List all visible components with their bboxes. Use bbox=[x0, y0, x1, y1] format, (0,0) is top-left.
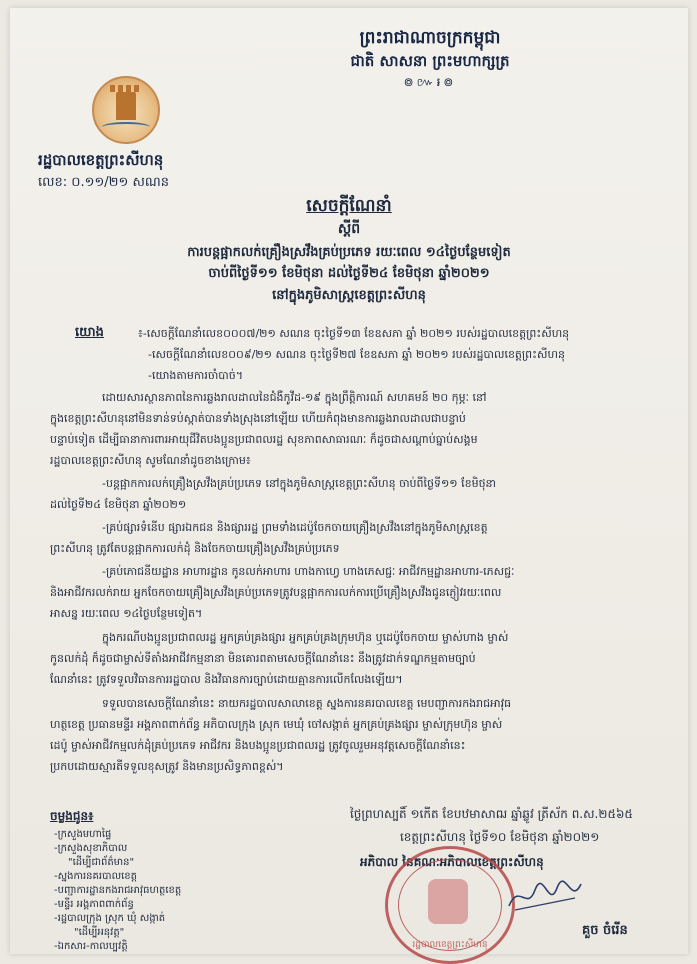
reference-item: -សេចក្តីណែនាំលេខ០០៩/២១ សណន ចុះថ្ងៃទី២៧ ខែឧសភា ឆ្នាំ ២០២១ របស់រដ្ឋបាលខេត្តព្រះសីហនុ bbox=[148, 348, 565, 361]
body-line: និងអាជីវករលក់រាយ អ្នកចែកចាយគ្រឿងស្រវឹងគ្រប់ប្រភេទត្រូវបន្តផ្អាកការលក់ការប្រើគ្រឿងស្រវឹងជូនភ្ញៀវរយៈពេល bbox=[50, 586, 502, 599]
cc-item: "ដើម្បីអនុវត្ត" bbox=[74, 927, 125, 938]
cc-label: ចម្លងជូន៖ bbox=[50, 809, 94, 823]
body-line: ដោយសារស្ថានភាពនៃការឆ្លងរាលដាលនៃជំងឺកូវីដ-១៩ ក្នុងព្រឹត្តិការណ៍ សហគមន៍ ២០ កុម្ភៈ នៅ bbox=[102, 391, 487, 404]
title-location: នៅក្នុងភូមិសាស្ត្រខេត្តព្រះសីហនុ bbox=[272, 288, 426, 303]
signatory-title: អភិបាល នៃគណៈអភិបាលខេត្តព្រះសីហនុ bbox=[360, 855, 544, 869]
body-line: រដ្ឋបាលខេត្តព្រះសីហនុ សូមណែនាំដូចខាងក្រោម៖ bbox=[50, 454, 251, 467]
title-period: ចាប់ពីថ្ងៃទី១១ ខែមិថុនា ដល់ថ្ងៃទី២៤ ខែមិថុនា ឆ្នាំ២០២១ bbox=[208, 266, 490, 281]
document-page bbox=[10, 8, 688, 954]
body-line: ដល់ថ្ងៃទី២៤ ខែមិថុនា ឆ្នាំ២០២១ bbox=[50, 498, 187, 511]
body-line: ប្រកបដោយស្មារតីទទួលខុសត្រូវ និងមានប្រសិទ្ធភាពខ្ពស់។ bbox=[50, 760, 284, 773]
body-line: -បន្តផ្អាកការលក់គ្រឿងស្រវឹងគ្រប់ប្រភេទ នៅក្នុងភូមិសាស្ត្រខេត្តព្រះសីហនុ ចាប់ពីថ្ងៃទី១១ ខែមិថុនា bbox=[102, 477, 497, 490]
body-line: អាសន្ន រយៈពេល ១៤ថ្ងៃបន្ថែមទៀត។ bbox=[50, 607, 203, 620]
reference-item: ៖-សេចក្តីណែនាំលេខ០០០៧/២១ សណន ចុះថ្ងៃទី១៣ ខែឧសភា ឆ្នាំ ២០២១ របស់រដ្ឋបាលខេត្តព្រះសីហនុ bbox=[138, 327, 570, 340]
body-line: ហត្ថខេត្ត ប្រធានមន្ទីរ អង្គភាពពាក់ព័ន្ធ អភិបាលក្រុង ស្រុក មេឃុំ ចៅសង្កាត់ អ្នកគ្រប់គ្រងផ្សារ ម្ចាស់ក្រុមហ៊ុន ម្ចាស់ bbox=[50, 718, 503, 731]
issuer-name: រដ្ឋបាលខេត្តព្រះសីហនុ bbox=[38, 151, 164, 169]
provincial-emblem-icon bbox=[92, 76, 160, 144]
title-subject: ការបន្តផ្អាកលក់គ្រឿងស្រវឹងគ្រប់ប្រភេទ រយៈពេល ១៤ថ្ងៃបន្ថែមទៀត bbox=[187, 245, 511, 260]
cc-item: -ក្រសួងសុខាភិបាល bbox=[54, 843, 128, 854]
body-line: កូនលក់ដុំ ក៏ដូចជាម្ចាស់ទីតាំងអាជីវកម្មនានា មិនគោរពតាមសេចក្តីណែនាំនេះ នឹងត្រូវដាក់ទណ្ឌកម្មតាមច្បាប់ bbox=[50, 652, 476, 665]
national-motto: ជាតិ សាសនា ព្រះមហាក្សត្រ bbox=[350, 52, 510, 70]
ornament-divider: ៙៚៛៙ bbox=[403, 75, 457, 89]
signatory-name: គួច ចំរើន bbox=[582, 923, 628, 938]
cc-item: -ឯកសារ-កាលប្បវត្តិ bbox=[54, 941, 128, 952]
body-line: ទទួលបានសេចក្តីណែនាំនេះ នាយករដ្ឋបាលសាលាខេត្ត ស្នងការនគរបាលខេត្ត មេបញ្ជាការកងរាជអាវុធ bbox=[102, 697, 512, 710]
body-line: -គ្រប់ភោជនីយដ្ឋាន អាហារដ្ឋាន កូនលក់អាហារ ហាងកាហ្វេ ហាងភេសជ្ជៈ អាជីវកម្មដ្ឋានអាហារ-ភេសជ្ជៈ bbox=[102, 565, 515, 578]
title-subject-label: ស្តីពី bbox=[337, 221, 361, 237]
official-seal-stamp bbox=[385, 846, 515, 964]
reference-item: -យោងតាមការចាំបាច់។ bbox=[148, 369, 244, 382]
body-line: ណែនាំនេះ ត្រូវទទួលវិធានការរដ្ឋបាល និងវិធានការច្បាប់ដោយគ្មានការលើកលែងឡើយ។ bbox=[50, 673, 403, 686]
body-line: ដេប៉ូ ម្ចាស់អាជីវកម្មលក់ដុំគ្រប់ប្រភេទ អាជីវករ និងបងប្អូនប្រជាពលរដ្ឋ ត្រូវចូលរួមអនុវត្តសេចក្តីណែនាំនេះ bbox=[50, 739, 466, 752]
cc-item: -រដ្ឋបាលក្រុង ស្រុក ឃុំ សង្កាត់ bbox=[54, 913, 166, 924]
handwritten-signature bbox=[505, 876, 585, 916]
cc-item: -បញ្ជាការដ្ឋានកងរាជអាវុធហត្ថខេត្ត bbox=[54, 885, 182, 896]
body-line: ព្រះសីហនុ ត្រូវតែបន្តផ្អាកការលក់ដុំ និងចែកចាយគ្រឿងស្រវឹងគ្រប់ប្រភេទ bbox=[50, 542, 340, 555]
kingdom-heading: ព្រះរាជាណាចក្រកម្ពុជា bbox=[359, 28, 501, 48]
cc-item: -មន្ទីរ អង្គភាពពាក់ព័ន្ធ bbox=[54, 899, 134, 910]
body-line: បន្ទាប់ទៀត ដើម្បីធានាការពារអាយុជីវិតបងប្អូនប្រជាពលរដ្ឋ សុខភាពសាធារណៈ ក៏ដូចជាសណ្តាប់ធ្នាប់សង្គម bbox=[50, 433, 478, 446]
cc-item: -ក្រសួងមហាផ្ទៃ bbox=[54, 829, 112, 840]
document-title: សេចក្តីណែនាំ bbox=[306, 196, 392, 216]
reference-number: លេខ: ០.១១/២១ សណន bbox=[38, 175, 169, 190]
seal-text: រដ្ឋបាលខេត្តព្រះសីហនុ bbox=[412, 940, 488, 950]
body-line: ក្នុងខេត្តព្រះសីហនុនៅមិនទាន់ទប់ស្កាត់បានទាំងស្រុងនៅឡើយ ហើយកំពុងមានការឆ្លងរាលដាលជាបន្ទាប់ bbox=[50, 412, 466, 425]
references-label: យោង bbox=[75, 325, 104, 340]
solar-date: ខេត្តព្រះសីហនុ ថ្ងៃទី១០ ខែមិថុនា ឆ្នាំ២០២១ bbox=[400, 830, 600, 844]
cc-item: -ស្នងការនគរបាលខេត្ត bbox=[54, 871, 137, 882]
body-line: ក្នុងករណីបងប្អូនប្រជាពលរដ្ឋ អ្នកគ្រប់គ្រងផ្សារ អ្នកគ្រប់គ្រងក្រុមហ៊ុន ឬដេប៉ូចែកចាយ ម្ចាស់ហាង ម្ចាស់ bbox=[102, 631, 509, 644]
lunar-date: ថ្ងៃព្រហស្បតិ៍ ១កើត ខែបឋមាសាឍ ឆ្នាំឆ្លូវ ត្រីស័ក ព.ស.២៥៦៥ bbox=[350, 807, 633, 821]
body-line: -គ្រប់ផ្សារទំនើប ផ្សារឯកជន និងផ្សាររដ្ឋ ព្រមទាំងដេប៉ូចែកចាយគ្រឿងស្រវឹងនៅក្នុងភូមិសាស្ត្រខេត្ត bbox=[102, 521, 488, 534]
cc-item: "ដើម្បីជាព័ត៌មាន" bbox=[68, 857, 135, 868]
